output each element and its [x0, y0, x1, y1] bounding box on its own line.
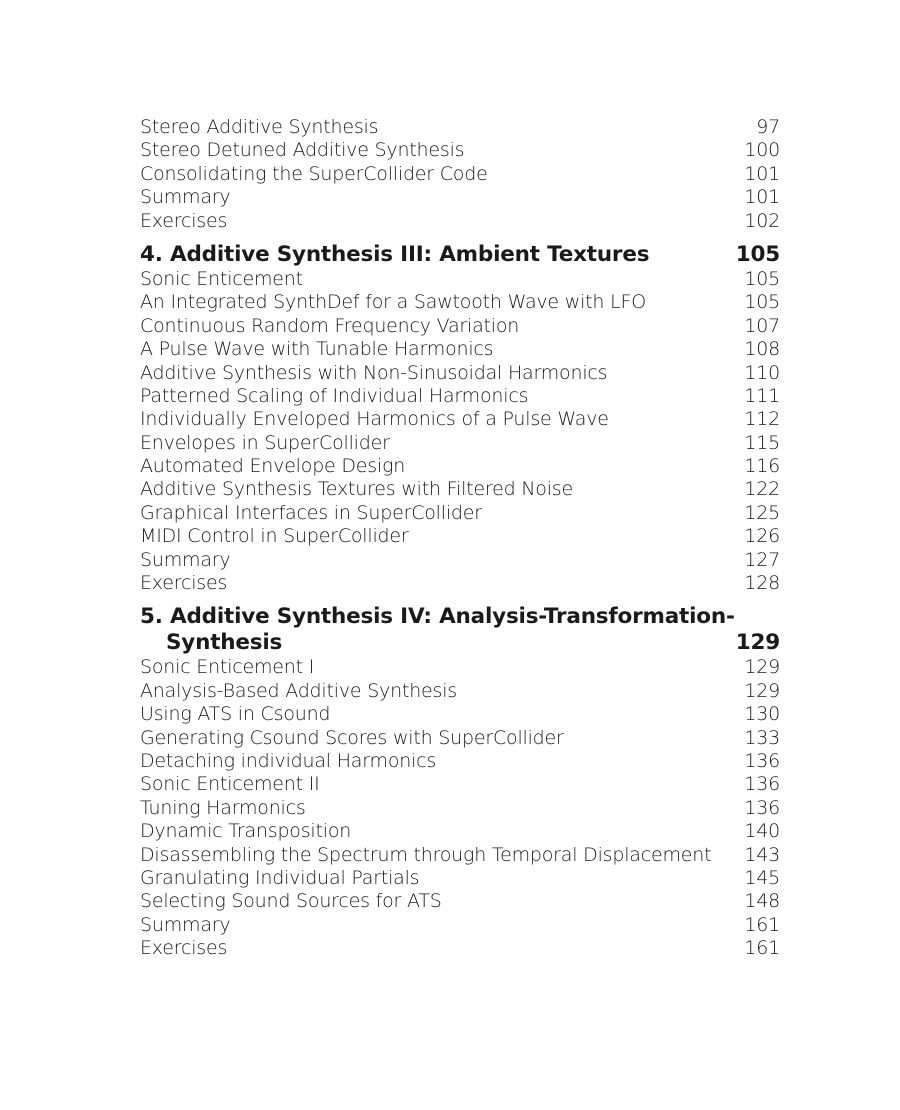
toc-entry — [140, 139, 780, 162]
toc-entry-page: 140 — [744, 820, 780, 843]
toc-entry-title: Additive Synthesis Textures with Filtered Noise — [140, 478, 573, 501]
toc-entry — [140, 186, 780, 209]
toc-entry — [140, 268, 780, 291]
toc-entry-page: 116 — [744, 455, 780, 478]
toc-entry — [140, 338, 780, 361]
toc-entry — [140, 656, 780, 679]
toc-entry-title: Disassembling the Spectrum through Temporal Displacement — [140, 843, 712, 866]
toc-entry — [140, 362, 780, 385]
chapter-title-line2: Synthesis — [166, 630, 283, 656]
toc-entry — [140, 549, 780, 572]
toc-entry-title: Summary — [140, 913, 231, 936]
chapter-title-line1: 5. Additive Synthesis IV: Analysis-Transformation- — [140, 604, 735, 630]
toc-entry-title: Graphical Interfaces in SuperCollider — [140, 501, 482, 524]
toc-entry-title: Dynamic Transposition — [140, 820, 352, 843]
table-of-contents — [140, 116, 780, 961]
toc-entry — [140, 750, 780, 773]
chapter-heading — [140, 242, 780, 268]
toc-chapter-5 — [140, 604, 780, 960]
toc-entry-title: Granulating Individual Partials — [140, 866, 420, 889]
toc-entry — [140, 773, 780, 796]
toc-entry-page: 111 — [744, 384, 780, 407]
toc-entry — [140, 408, 780, 431]
toc-entry-title: Sonic Enticement I — [140, 656, 315, 679]
toc-entry-title: Analysis-Based Additive Synthesis — [140, 679, 458, 702]
toc-entry-title: Envelopes in SuperCollider — [140, 431, 390, 454]
toc-entry-page: 101 — [744, 162, 780, 185]
toc-entry — [140, 385, 780, 408]
toc-entry — [140, 797, 780, 820]
toc-entry-page: 143 — [744, 843, 780, 866]
toc-entry — [140, 680, 780, 703]
toc-entry — [140, 844, 780, 867]
toc-entry — [140, 163, 780, 186]
toc-entry-title: Individually Enveloped Harmonics of a Pulse Wave — [140, 408, 609, 431]
toc-entry-page: 136 — [744, 749, 780, 772]
toc-entry-page: 108 — [744, 338, 780, 361]
toc-entry — [140, 315, 780, 338]
toc-entry-page: 97 — [756, 116, 780, 138]
toc-entry-page: 126 — [744, 525, 780, 548]
toc-entry-page: 122 — [744, 478, 780, 501]
toc-entry — [140, 116, 780, 139]
toc-entry-page: 145 — [744, 866, 780, 889]
toc-entry-page: 136 — [744, 773, 780, 796]
toc-entry-title: Sonic Enticement II — [140, 773, 320, 796]
toc-entry-page: 115 — [744, 431, 780, 454]
toc-entry-title: Summary — [140, 548, 231, 571]
chapter-page: 105 — [735, 241, 780, 267]
toc-entry-title: Generating Csound Scores with SuperCollider — [140, 726, 564, 749]
toc-entry-page: 128 — [744, 572, 780, 595]
toc-entry-page: 105 — [744, 267, 780, 290]
toc-entry-title: Exercises — [140, 209, 228, 232]
toc-entry-title: Tuning Harmonics — [140, 796, 306, 819]
chapter-heading — [140, 604, 780, 656]
toc-entry-page: 161 — [744, 913, 780, 936]
toc-entry-title: Exercises — [140, 937, 228, 960]
toc-entry-page: 112 — [744, 408, 780, 431]
toc-entry-title: Continuous Random Frequency Variation — [140, 314, 520, 337]
toc-entry-page: 130 — [744, 703, 780, 726]
toc-entry — [140, 525, 780, 548]
toc-entry-title: Exercises — [140, 572, 228, 595]
chapter-title-line2-row — [140, 630, 780, 656]
toc-entry-title: Stereo Detuned Additive Synthesis — [140, 139, 465, 162]
toc-entry — [140, 703, 780, 726]
toc-entry-page: 100 — [744, 139, 780, 162]
toc-entry — [140, 890, 780, 913]
toc-entry-page: 110 — [744, 361, 780, 384]
toc-entry — [140, 867, 780, 890]
toc-entry-page: 148 — [744, 890, 780, 913]
toc-chapter-4 — [140, 242, 780, 595]
toc-entry-title: Using ATS in Csound — [140, 703, 331, 726]
chapter-title: 4. Additive Synthesis III: Ambient Textures — [140, 241, 650, 267]
toc-entry-title: Automated Envelope Design — [140, 455, 406, 478]
toc-entry-title: A Pulse Wave with Tunable Harmonics — [140, 338, 494, 361]
toc-entry-page: 136 — [744, 796, 780, 819]
toc-section-continued — [140, 116, 780, 233]
toc-entry — [140, 820, 780, 843]
toc-entry-title: Selecting Sound Sources for ATS — [140, 890, 442, 913]
toc-entry — [140, 502, 780, 525]
toc-entry-title: An Integrated SynthDef for a Sawtooth Wave with LFO — [140, 291, 646, 314]
toc-entry — [140, 727, 780, 750]
toc-entry-page: 129 — [744, 656, 780, 679]
toc-entry-page: 161 — [744, 937, 780, 960]
toc-entry-title: Summary — [140, 186, 231, 209]
toc-entry-title: Consolidating the SuperCollider Code — [140, 162, 488, 185]
toc-entry-title: Additive Synthesis with Non-Sinusoidal Harmonics — [140, 361, 608, 384]
toc-entry-title: Detaching individual Harmonics — [140, 749, 437, 772]
toc-entry-page: 101 — [744, 186, 780, 209]
toc-entry-title: MIDI Control in SuperCollider — [140, 525, 409, 548]
toc-entry — [140, 914, 780, 937]
toc-entry — [140, 455, 780, 478]
toc-entry-title: Stereo Additive Synthesis — [140, 116, 379, 138]
toc-entry — [140, 478, 780, 501]
toc-entry — [140, 210, 780, 233]
toc-entry-page: 105 — [744, 291, 780, 314]
toc-entry-page: 127 — [744, 548, 780, 571]
toc-entry-page: 102 — [744, 209, 780, 232]
toc-entry — [140, 432, 780, 455]
toc-entry-title: Sonic Enticement — [140, 267, 303, 290]
toc-entry — [140, 291, 780, 314]
toc-entry-page: 125 — [744, 501, 780, 524]
toc-entry-page: 133 — [744, 726, 780, 749]
chapter-page: 129 — [735, 630, 780, 656]
toc-entry-page: 107 — [744, 314, 780, 337]
toc-entry — [140, 572, 780, 595]
toc-entry-page: 129 — [744, 679, 780, 702]
toc-entry — [140, 937, 780, 960]
toc-entry-title: Patterned Scaling of Individual Harmonics — [140, 384, 529, 407]
